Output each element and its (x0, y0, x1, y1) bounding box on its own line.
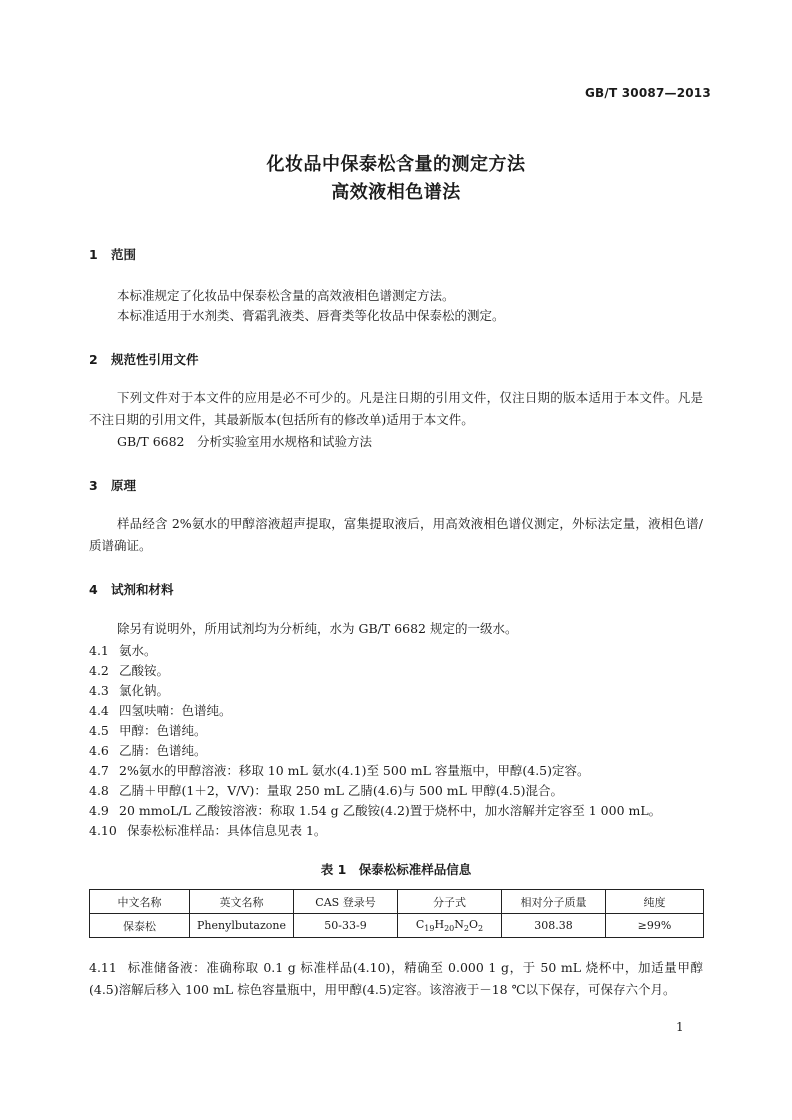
list-item (89, 721, 703, 741)
section-1-heading (89, 245, 136, 263)
item-text: 2%氨水的甲醇溶液：移取 10 mL 氨水(4.1)至 500 mL 容量瓶中，甲醇(4.5)定容。 (119, 763, 590, 778)
table-header-cell: 分子式 (398, 890, 502, 914)
item-number: 4.8 (89, 783, 109, 798)
item-text: 乙腈＋甲醇(1＋2，V/V)：量取 250 mL 乙腈(4.6)与 500 mL 甲醇(4.5)混合。 (119, 783, 564, 798)
table-caption: 表 1 保泰松标准样品信息 (320, 862, 472, 877)
list-item (89, 741, 703, 761)
formula-subscript: 19 (424, 924, 435, 934)
list-item (89, 681, 703, 701)
table-row (90, 914, 704, 938)
list-item (89, 801, 703, 821)
formula-subscript: 20 (444, 924, 455, 934)
purity-cell: ≥99% (606, 914, 704, 938)
table-header-cell: CAS 登录号 (294, 890, 398, 914)
item-number: 4.3 (89, 683, 109, 698)
document-title: 化妆品中保泰松含量的测定方法 (266, 154, 526, 175)
item-text: 乙腈：色谱纯。 (119, 743, 207, 758)
section-number: 4 (89, 582, 98, 597)
table-header-cell: 相对分子质量 (502, 890, 606, 914)
list-item (89, 761, 703, 781)
section-2-para-1: 下列文件对于本文件的应用是必不可少的。凡是注日期的引用文件，仅注日期的版本适用于本文件。凡是不注日期的引用文件，其最新版本(包括所有的修改单)适用于本文件。 (89, 390, 703, 427)
formula-element: C (415, 917, 425, 931)
item-text: 氨水。 (119, 643, 157, 658)
item-number: 4.6 (89, 743, 109, 758)
item-text: 标准储备液：准确称取 0.1 g 标准样品(4.10)，精确至 0.000 1 g，于 50 mL 烧杯中，加适量甲醇(4.5)溶解后移入 100 mL 棕色容量瓶中，用甲醇(4.5)定容。该溶液于－18 ℃以下保存，可保存六个月。 (89, 960, 703, 997)
formula-element: H (434, 917, 445, 931)
reagent-list (89, 641, 703, 841)
chinese-name-cell: 保泰松 (90, 914, 190, 938)
standard-sample-table (89, 889, 704, 938)
formula-element: N (454, 917, 464, 931)
item-number: 4.5 (89, 723, 109, 738)
list-item (89, 781, 703, 801)
item-text: 四氢呋喃：色谱纯。 (119, 703, 232, 718)
section-title: 原理 (111, 478, 137, 493)
item-number: 4.10 (89, 823, 117, 838)
section-title: 范围 (111, 247, 137, 262)
table-header-row (90, 890, 704, 914)
item-text: 氯化钠。 (119, 683, 170, 698)
table-header-cell: 中文名称 (90, 890, 190, 914)
section-4-intro: 除另有说明外，所用试剂均为分析纯，水为 GB/T 6682 规定的一级水。 (117, 621, 518, 636)
item-text: 保泰松标准样品：具体信息见表 1。 (127, 823, 327, 838)
section-title: 试剂和材料 (111, 582, 174, 597)
table-header-cell: 英文名称 (190, 890, 294, 914)
item-number: 4.1 (89, 643, 109, 658)
formula-subscript: 2 (478, 924, 484, 934)
section-3-para-1: 样品经含 2%氨水的甲醇溶液超声提取，富集提取液后，用高效液相色谱仪测定，外标法定量，液相色谱/质谱确证。 (89, 516, 703, 553)
cas-number-cell: 50-33-9 (294, 914, 398, 938)
normative-reference: GB/T 6682 分析实验室用水规格和试验方法 (117, 434, 373, 449)
page-number: 1 (676, 1020, 684, 1034)
item-text: 乙酸铵。 (119, 663, 170, 678)
molecular-formula-cell (398, 914, 502, 938)
section-1-para-1: 本标准规定了化妆品中保泰松含量的高效液相色谱测定方法。 (117, 288, 455, 303)
item-number: 4.2 (89, 663, 109, 678)
formula-element: O (468, 917, 479, 931)
molecular-mass-cell: 308.38 (502, 914, 606, 938)
list-item (89, 661, 703, 681)
item-number: 4.4 (89, 703, 109, 718)
section-2-heading (89, 350, 199, 368)
item-text: 20 mmoL/L 乙酸铵溶液：称取 1.54 g 乙酸铵(4.2)置于烧杯中，加水溶解并定容至 1 000 mL。 (119, 803, 662, 818)
section-number: 1 (89, 247, 98, 262)
item-number: 4.7 (89, 763, 109, 778)
section-title: 规范性引用文件 (111, 352, 199, 367)
section-number: 2 (89, 352, 98, 367)
section-4-heading (89, 580, 174, 598)
table-header-cell: 纯度 (606, 890, 704, 914)
document-subtitle: 高效液相色谱法 (331, 182, 461, 203)
list-item (89, 821, 703, 841)
item-4-11 (89, 957, 703, 1001)
list-item (89, 641, 703, 661)
section-1-para-2: 本标准适用于水剂类、膏霜乳液类、唇膏类等化妆品中保泰松的测定。 (117, 308, 505, 323)
item-number: 4.9 (89, 803, 109, 818)
list-item (89, 701, 703, 721)
item-number: 4.11 (89, 960, 117, 975)
section-number: 3 (89, 478, 98, 493)
formula-subscript: 2 (463, 924, 469, 934)
section-3-heading (89, 476, 136, 494)
item-text: 甲醇：色谱纯。 (119, 723, 207, 738)
standard-number: GB/T 30087—2013 (585, 86, 711, 100)
english-name-cell: Phenylbutazone (190, 914, 294, 938)
